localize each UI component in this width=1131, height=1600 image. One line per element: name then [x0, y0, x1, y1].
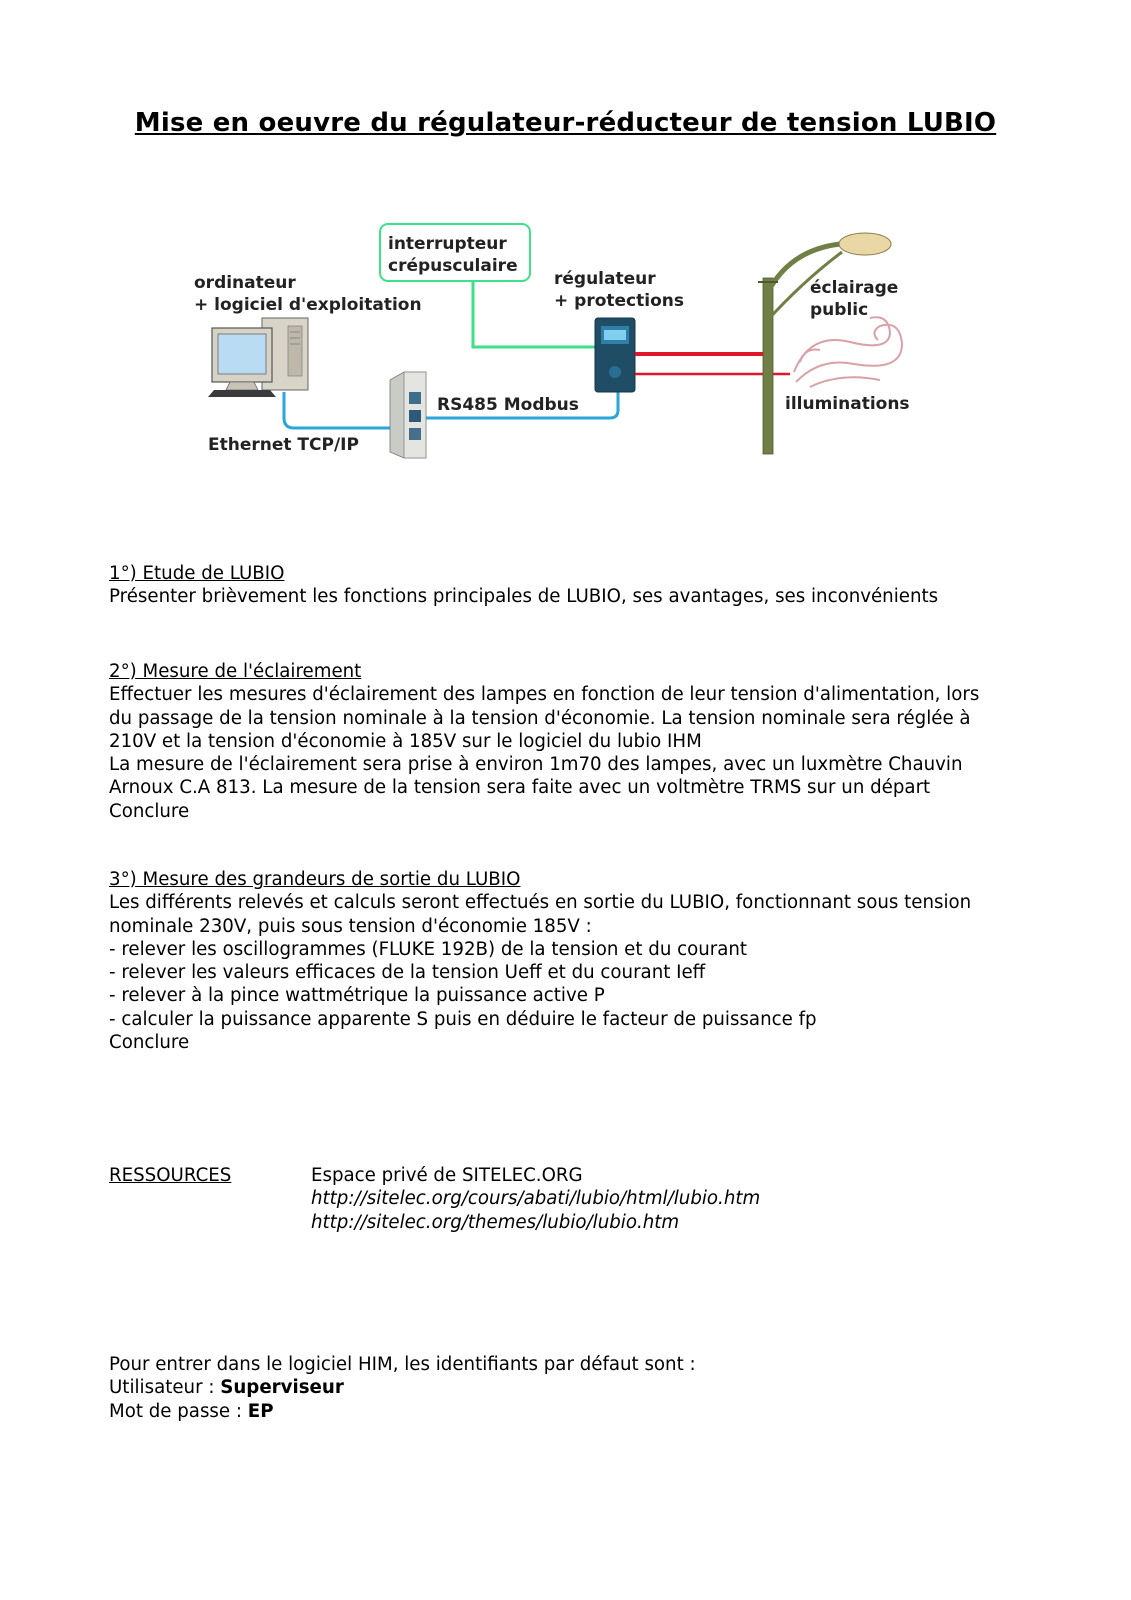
section-line: Effectuer les mesures d'éclairement des lampes en fonction de leur tension d'alimentation, lors — [109, 684, 980, 706]
section-line: - relever les valeurs efficaces de la tension Ueff et du courant Ieff — [109, 962, 706, 984]
resource-link[interactable]: http://sitelec.org/cours/abati/lubio/html/lubio.htm — [311, 1188, 761, 1210]
interrupteur-label-1: interrupteur — [388, 234, 507, 254]
section-eclairement — [109, 660, 1039, 823]
password-label: Mot de passe : — [109, 1400, 248, 1422]
resources-site: Espace privé de SITELEC.ORG — [311, 1165, 583, 1186]
installation-diagram — [190, 222, 950, 472]
credentials-user — [109, 1376, 696, 1399]
section-line: nominale 230V, puis sous tension d'économie 185V : — [109, 915, 592, 937]
ordinateur-label-2: + logiciel d'exploitation — [194, 295, 422, 315]
regulateur-label-2: + protections — [554, 291, 684, 311]
section-line: Arnoux C.A 813. La mesure de la tension sera faite avec un voltmètre TRMS sur un départ — [109, 777, 931, 799]
computer-icon — [208, 318, 308, 397]
section-line: - calculer la puissance apparente S puis en déduire le facteur de puissance fp — [109, 1008, 817, 1030]
credentials-password — [109, 1400, 696, 1423]
regulateur-icon — [595, 318, 635, 392]
password-value: EP — [247, 1400, 274, 1422]
credentials — [109, 1353, 696, 1423]
user-value: Superviseur — [220, 1377, 344, 1399]
section-line: Conclure — [109, 1032, 190, 1054]
section-line: - relever à la pince wattmétrique la puissance active P — [109, 985, 605, 1007]
section-etude — [109, 562, 1039, 609]
illuminations-icon — [794, 317, 902, 387]
section-heading: 3°) Mesure des grandeurs de sortie du LUBIO — [109, 869, 521, 890]
resources-label: RESSOURCES — [109, 1165, 232, 1186]
user-label: Utilisateur : — [109, 1377, 221, 1399]
modbus-module-icon — [390, 372, 426, 458]
credentials-intro: Pour entrer dans le logiciel HIM, les identifiants par défaut sont : — [109, 1354, 696, 1375]
section-heading: 1°) Etude de LUBIO — [109, 563, 285, 584]
section-line: Présenter brièvement les fonctions principales de LUBIO, ses avantages, ses inconvénients — [109, 586, 939, 608]
section-heading: 2°) Mesure de l'éclairement — [109, 661, 362, 682]
eclairage-label-1: éclairage — [810, 278, 899, 298]
resources-list — [311, 1164, 760, 1234]
regulateur-label-1: régulateur — [554, 269, 656, 289]
ethernet-wire — [284, 392, 390, 428]
illuminations-label: illuminations — [785, 394, 910, 414]
section-grandeurs — [109, 868, 1039, 1054]
ethernet-label: Ethernet TCP/IP — [208, 435, 359, 455]
section-line: La mesure de l'éclairement sera prise à environ 1m70 des lampes, avec un luxmètre Chauvin — [109, 754, 963, 776]
page-title: Mise en oeuvre du régulateur-réducteur de tension LUBIO — [134, 108, 997, 138]
interrupteur-label-2: crépusculaire — [388, 256, 518, 276]
ordinateur-label-1: ordinateur — [194, 273, 296, 293]
resource-link[interactable]: http://sitelec.org/themes/lubio/lubio.htm — [311, 1211, 680, 1233]
section-line: du passage de la tension nominale à la tension d'économie. La tension nominale sera réglée à — [109, 707, 971, 729]
street-lamp-icon — [758, 233, 891, 454]
eclairage-label-2: public — [810, 300, 869, 320]
section-line: Conclure — [109, 800, 190, 822]
section-line: 210V et la tension d'économie à 185V sur le logiciel du lubio IHM — [109, 730, 702, 752]
section-line: Les différents relevés et calculs seront effectués en sortie du LUBIO, fonctionnant sous tension — [109, 892, 972, 914]
section-line: - relever les oscillogrammes (FLUKE 192B) de la tension et du courant — [109, 938, 748, 960]
rs485-label: RS485 Modbus — [437, 395, 579, 415]
